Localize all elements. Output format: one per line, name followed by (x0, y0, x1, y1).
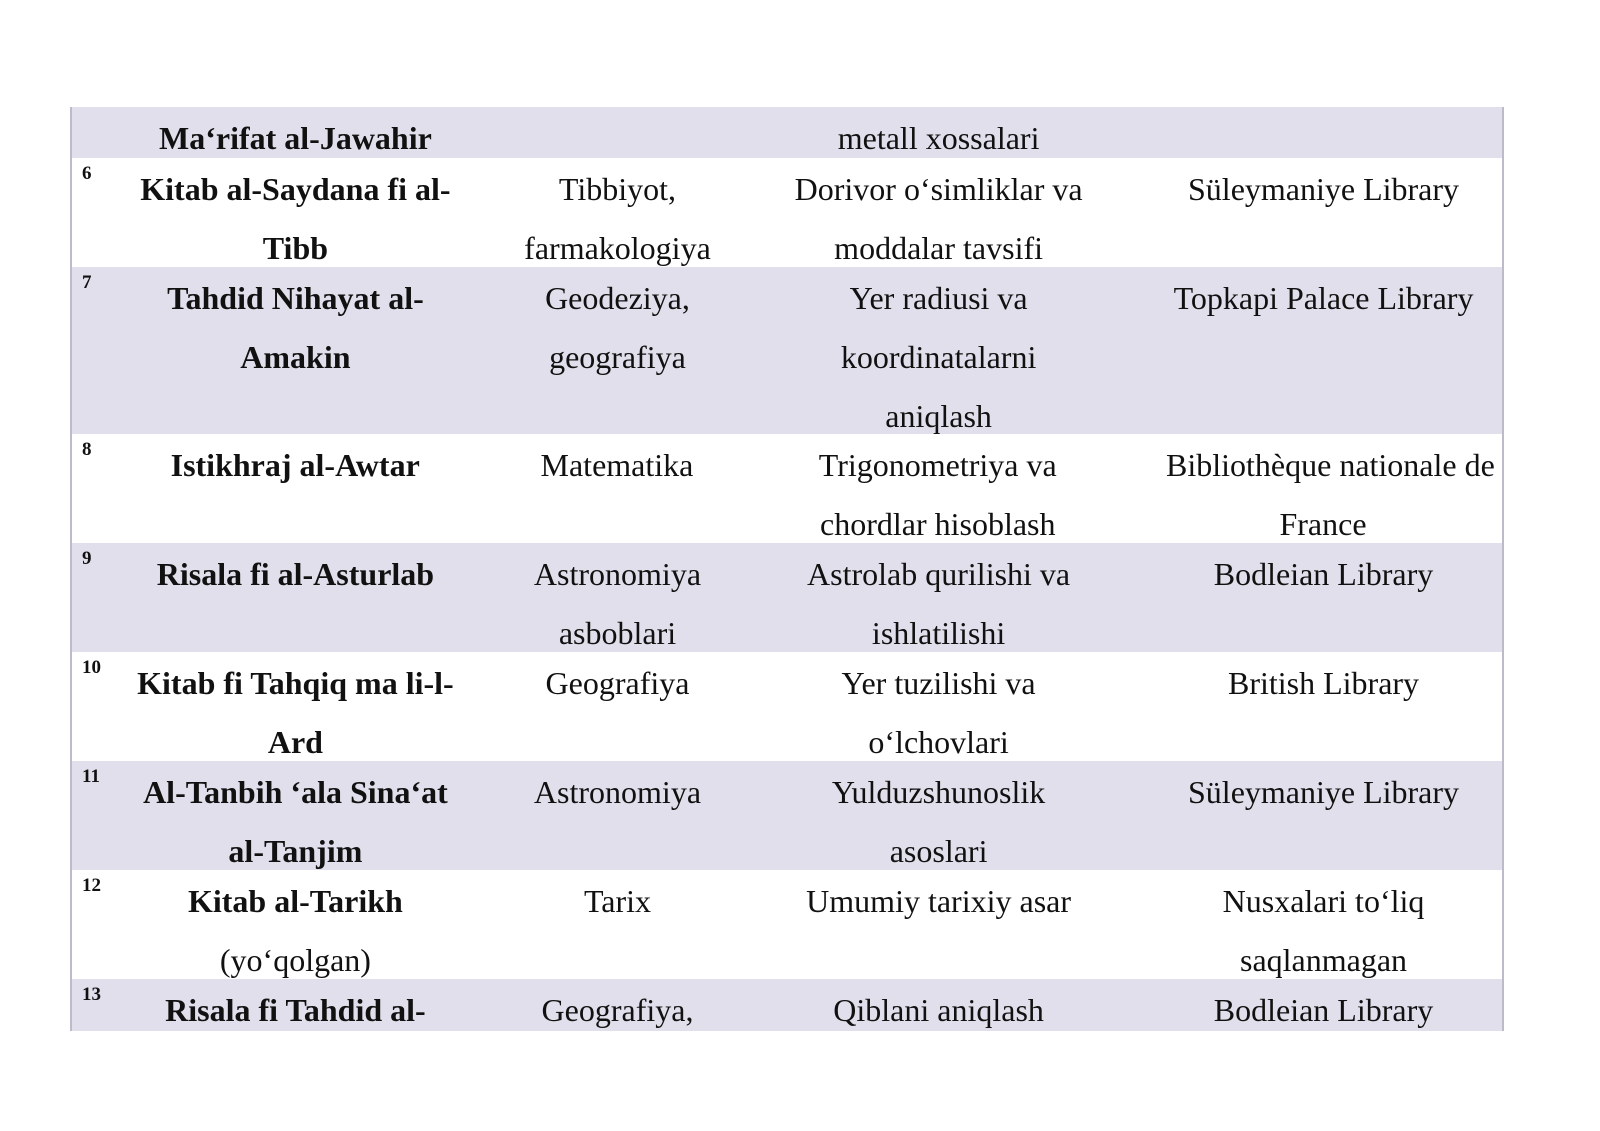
row-number: 6 (82, 163, 92, 184)
title-subtitle: (yoʻqolgan) (219, 942, 371, 978)
field-cell (519, 652, 716, 761)
description-cell (716, 870, 1127, 979)
title-line: Al-Tanbih ʻala Sinaʻat (143, 774, 448, 810)
library-line: saqlanmagan (1239, 942, 1408, 978)
field-line: Tarix (583, 883, 651, 919)
library-line: British Library (1227, 665, 1420, 701)
table-row (72, 652, 1502, 761)
description-line: chordlar hisoblash (819, 506, 1056, 542)
title-line: Maʻrifat al-Jawahir (159, 120, 432, 156)
description-line: moddalar tavsifi (834, 230, 1043, 266)
table-row (72, 870, 1502, 979)
library-line: France (1279, 506, 1367, 542)
library-cell (1127, 543, 1502, 652)
title-cell (72, 761, 519, 870)
row-number: 10 (82, 657, 101, 678)
title-cell (72, 107, 519, 158)
library-line: Süleymaniye Library (1188, 774, 1460, 810)
field-cell (519, 543, 716, 652)
field-line: Geografiya (545, 665, 690, 701)
table-row (72, 543, 1502, 652)
field-cell (519, 761, 716, 870)
description-line: Trigonometriya va (818, 447, 1057, 483)
field-line: Matematika (540, 447, 694, 483)
title-cell (72, 434, 518, 543)
description-line: oʻlchovlari (868, 724, 1009, 760)
description-cell (716, 543, 1127, 652)
description-line: koordinatalarni (840, 339, 1037, 375)
description-cell (716, 979, 1127, 1031)
library-cell (1127, 267, 1502, 434)
title-line: Kitab al-Saydana fi al- (140, 171, 451, 207)
field-line: geografiya (549, 339, 686, 375)
table-row (72, 979, 1502, 1031)
library-cell (1127, 979, 1502, 1031)
description-line: Yer tuzilishi va (841, 665, 1036, 701)
library-cell (1127, 870, 1502, 979)
title-line: Kitab al-Tarikh (187, 883, 403, 919)
library-cell (1127, 761, 1502, 870)
field-line: Geografiya, (541, 992, 694, 1028)
field-cell (518, 434, 715, 543)
table-row (72, 107, 1502, 158)
title-cell (72, 979, 519, 1031)
title-line: al-Tanjim (228, 833, 363, 869)
description-cell (716, 652, 1127, 761)
field-line: asboblari (558, 615, 677, 651)
field-line: Tibbiyot, (558, 171, 677, 207)
field-line: farmakologiya (524, 230, 711, 266)
field-cell (519, 107, 716, 158)
description-line: Dorivor oʻsimliklar va (794, 171, 1083, 207)
row-number: 12 (82, 875, 101, 896)
table-row (72, 761, 1502, 870)
description-cell (716, 761, 1127, 870)
row-number: 7 (82, 272, 92, 293)
description-line: asoslari (889, 833, 988, 869)
library-cell (1127, 107, 1502, 158)
row-number: 9 (82, 548, 92, 569)
field-cell (519, 158, 716, 267)
library-cell (1126, 434, 1502, 543)
library-line: Süleymaniye Library (1188, 171, 1460, 207)
description-line: aniqlash (885, 398, 992, 434)
description-cell (716, 267, 1127, 434)
field-cell (519, 870, 716, 979)
library-cell (1127, 652, 1502, 761)
library-line: Bibliothèque nationale de (1166, 447, 1495, 483)
description-line: Yer radiusi va (849, 280, 1028, 316)
library-cell (1127, 158, 1502, 267)
row-number: 13 (82, 984, 101, 1005)
title-line: Amakin (240, 339, 351, 375)
title-line: Ard (267, 724, 323, 760)
title-cell (72, 267, 519, 434)
description-line: Yulduzshunoslik (831, 774, 1046, 810)
title-line: Istikhraj al-Awtar (170, 447, 420, 483)
library-line: Bodleian Library (1213, 992, 1434, 1028)
title-line: Tibb (262, 230, 329, 266)
title-cell (72, 870, 519, 979)
description-cell (715, 434, 1126, 543)
title-line: Risala fi Tahdid al- (165, 992, 426, 1028)
table-row (72, 158, 1502, 267)
table-row (72, 434, 1502, 543)
title-line: Kitab fi Tahqiq ma li-l- (137, 665, 454, 701)
library-line: Topkapi Palace Library (1173, 280, 1474, 316)
field-line: Astronomiya (533, 774, 702, 810)
library-line: Nusxalari toʻliq (1222, 883, 1425, 919)
table-row (72, 267, 1502, 434)
row-number: 11 (82, 766, 100, 787)
field-cell (519, 979, 716, 1031)
description-line: Umumiy tarixiy asar (806, 883, 1071, 919)
field-cell (519, 267, 716, 434)
description-line: Astrolab qurilishi va (807, 556, 1071, 592)
title-line: Risala fi al-Asturlab (156, 556, 435, 592)
title-line: Tahdid Nihayat al- (167, 280, 424, 316)
title-cell (72, 652, 519, 761)
title-cell (72, 158, 519, 267)
description-line: ishlatilishi (871, 615, 1006, 651)
description-line: metall xossalari (837, 120, 1040, 156)
field-line: Geodeziya, (545, 280, 690, 316)
field-line: Astronomiya (533, 556, 702, 592)
description-line: Qiblani aniqlash (833, 992, 1044, 1028)
description-cell (716, 158, 1127, 267)
row-number: 8 (82, 439, 92, 460)
works-table (70, 107, 1504, 1031)
description-cell (716, 107, 1127, 158)
title-cell (72, 543, 519, 652)
library-line: Bodleian Library (1213, 556, 1434, 592)
